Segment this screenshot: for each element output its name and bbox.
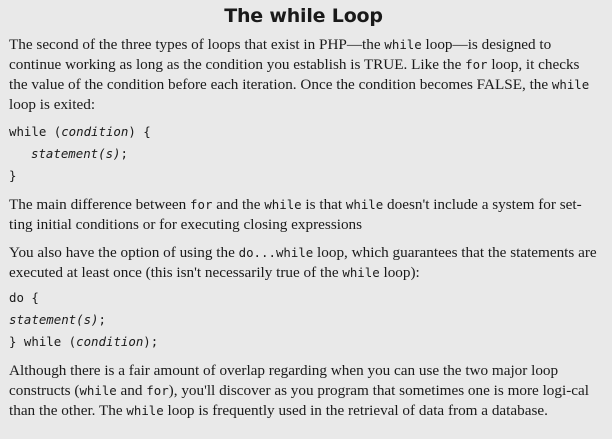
code-block-while [9, 121, 598, 187]
text: Although there is a fair amount of overlap regarding when you can use the two major loop constructs ( [9, 362, 559, 399]
code-placeholder: condition [76, 334, 144, 349]
inline-code: do...while [238, 245, 314, 260]
paragraph-difference [9, 195, 598, 235]
text: is that [301, 196, 346, 213]
text: You also have the option of using the [9, 244, 239, 261]
code-text: ) { [128, 124, 151, 139]
code-line [9, 143, 598, 165]
text: The main difference between [9, 196, 191, 213]
inline-code: while [384, 37, 422, 52]
paragraph-intro [9, 35, 598, 115]
text: loop): [379, 264, 420, 281]
inline-code: while [126, 403, 164, 418]
paragraph-do-while [9, 243, 598, 283]
code-text: ; [120, 146, 128, 161]
inline-code: while [79, 383, 117, 398]
code-line: do { [9, 290, 39, 305]
code-line [9, 309, 598, 331]
inline-code: for [465, 57, 488, 72]
paragraph-overlap [9, 361, 598, 421]
text: and [116, 382, 147, 399]
inline-code: while [342, 265, 380, 280]
text: loop, it checks the value of the condition before each iteration. Once the condition becomes FALSE, the [9, 56, 580, 93]
text: The second of the three types of loops that exist in PHP—the [9, 36, 385, 53]
text: doesn't include a system for set-ting initial conditions or for executing closing expressions [9, 196, 582, 233]
text: ), you'll discover as you program that sometimes one is more logi-cal than the other. The [9, 382, 589, 419]
sidebar-title: The while Loop [224, 5, 383, 27]
inline-code: while [551, 77, 590, 92]
code-block-do-while [9, 287, 598, 353]
inline-code: for [146, 383, 169, 398]
inline-code: for [190, 197, 213, 212]
code-placeholder: statement(s) [9, 312, 99, 327]
code-line [9, 121, 598, 143]
inline-code: while [264, 197, 302, 212]
code-placeholder: statement(s) [31, 146, 121, 161]
code-line [9, 331, 598, 353]
code-text: ); [143, 334, 159, 349]
text: loop—is designed to continue working as long as the condition you establish is TRUE. Like the [9, 36, 552, 73]
code-text: } while ( [9, 334, 77, 349]
inline-code: while [345, 197, 384, 212]
text: and the [212, 196, 265, 213]
text: loop, which guarantees that the statements are executed at least once (this isn't necessarily true of the [9, 244, 597, 281]
code-line: } [9, 168, 17, 183]
text: loop is exited: [9, 96, 96, 113]
code-placeholder: condition [61, 124, 129, 139]
text: loop is frequently used in the retrieval of data from a database. [163, 402, 548, 419]
code-text: while ( [9, 124, 62, 139]
code-text: ; [98, 312, 106, 327]
